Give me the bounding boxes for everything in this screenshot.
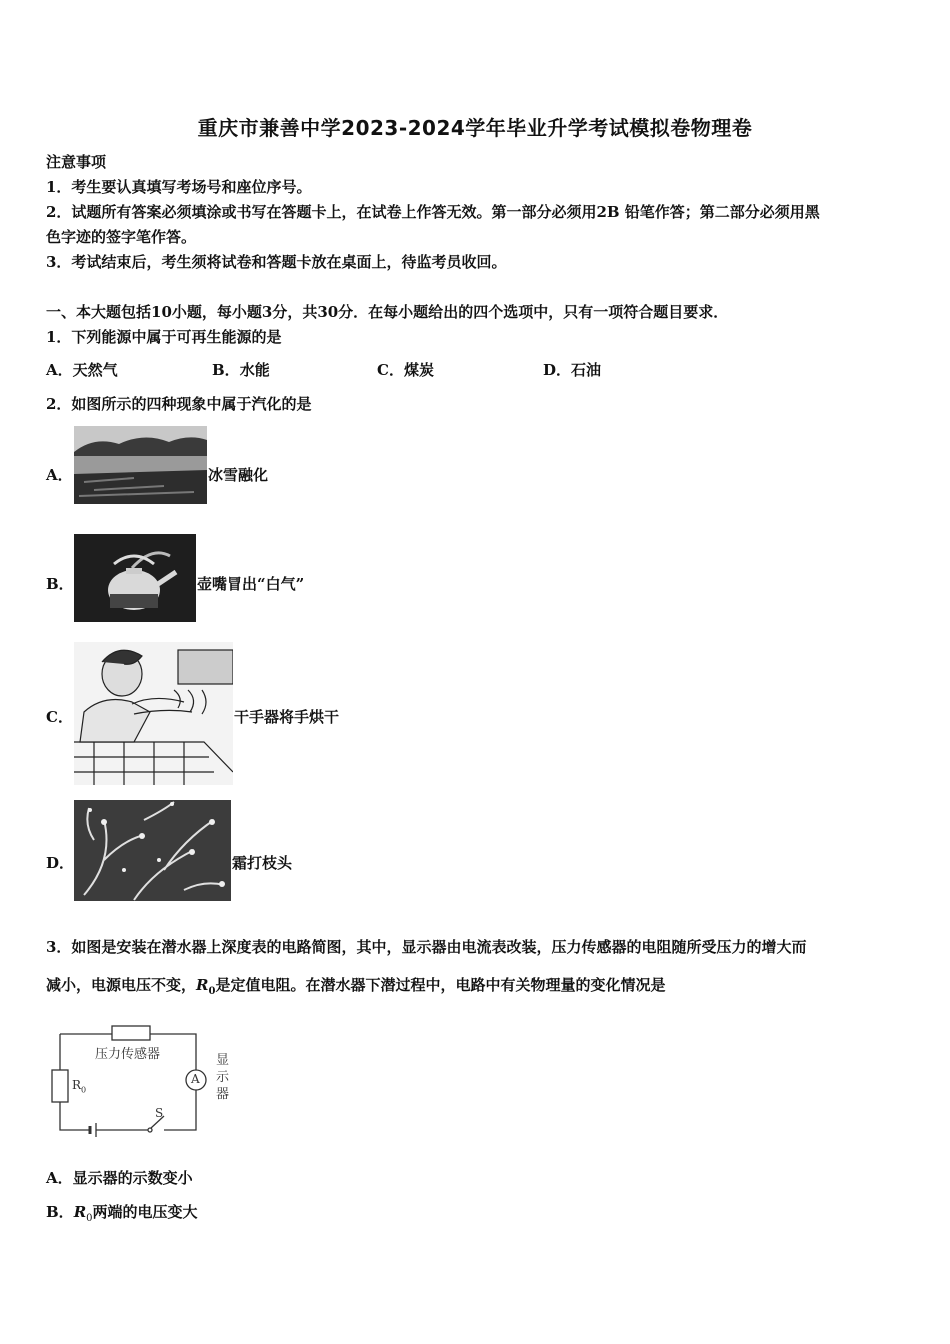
q2-stem: 2．如图所示的四种现象中属于汽化的是 — [46, 395, 312, 413]
ice-melting-photo — [74, 426, 207, 504]
option-label: A． — [46, 361, 73, 379]
option-text: 煤炭 — [403, 361, 434, 379]
q3-stem-part-b: 是定值电阻。在潜水器下潜过程中，电路中有关物理量的变化情况是 — [215, 976, 666, 994]
hand-dryer-drawing — [74, 642, 233, 785]
option-text: 显示器的示数变小 — [72, 1169, 193, 1187]
ammeter-label: A — [191, 1072, 200, 1086]
frost-branches-photo — [74, 800, 231, 901]
option-label: A． — [46, 1169, 73, 1187]
option-label: D． — [543, 361, 572, 379]
r0-label — [72, 1078, 86, 1094]
sensor-label: 压力传感器 — [95, 1047, 161, 1062]
q2-option-a-label[interactable]: A． — [46, 466, 73, 484]
q1-option-c[interactable] — [377, 360, 434, 380]
q3-option-a[interactable] — [46, 1168, 193, 1188]
r0-resistor-box — [52, 1070, 68, 1102]
q3-stem-part-a: 减小，电源电压不变， — [46, 976, 197, 994]
option-label: B． — [212, 361, 240, 379]
q2-option-d-text: 霜打枝头 — [232, 854, 293, 872]
r0-subscript: 0 — [86, 1213, 93, 1224]
q3-stem-line1: 3．如图是安装在潜水器上深度表的电路简图，其中，显示器由电流表改装，压力传感器的电阻随所受压力的增大而 — [46, 938, 807, 956]
q1-stem: 1．下列能源中属于可再生能源的是 — [46, 328, 282, 346]
circuit-diagram — [44, 1022, 244, 1142]
r0-subscript: 0 — [208, 986, 216, 997]
section-heading: 一、本大题包括10小题，每小题3分，共30分．在每小题给出的四个选项中，只有一项符合题目要求． — [46, 303, 729, 321]
display-char: 器 — [216, 1087, 230, 1102]
option-text: 石油 — [571, 361, 602, 379]
option-label: C． — [377, 361, 404, 379]
option-text: 两端的电压变大 — [92, 1203, 198, 1221]
q2-option-a-text: 冰雪融化 — [208, 466, 269, 484]
notice-heading: 注意事项 — [46, 153, 107, 171]
page-title: 重庆市兼善中学2023-2024学年毕业升学考试模拟卷物理卷 — [197, 116, 753, 140]
r0-symbol: R — [196, 976, 209, 994]
r0-symbol: R — [73, 1203, 87, 1221]
r0-label-letter: R — [72, 1078, 82, 1092]
option-label: B． — [46, 1203, 74, 1221]
option-text: 天然气 — [72, 361, 118, 379]
q2-option-b-text: 壶嘴冒出“白气” — [197, 575, 305, 593]
wire-bottom-left — [60, 1102, 90, 1130]
q1-option-a[interactable] — [46, 360, 118, 380]
q2-option-c-label[interactable]: C． — [46, 708, 73, 726]
wire-right-bottom — [164, 1090, 196, 1130]
q3-stem-line2 — [46, 975, 665, 1002]
q2-option-d-label[interactable]: D． — [46, 854, 75, 872]
notice-item-3: 3．考试结束后，考生须将试卷和答题卡放在桌面上，待监考员收回。 — [46, 253, 507, 271]
display-label — [216, 1052, 229, 1103]
option-text: 水能 — [239, 361, 270, 379]
q2-option-c-text: 干手器将手烘干 — [234, 708, 340, 726]
notice-item-2: 2．试题所有答案必须填涂或书写在答题卡上，在试卷上作答无效。第一部分必须用2B 铅笔作答；第二部分必须用黑 — [46, 203, 820, 221]
display-char: 显 — [216, 1053, 230, 1068]
notice-item-2-cont: 色字迹的签字笔作答。 — [46, 228, 197, 246]
switch-contact — [148, 1128, 152, 1132]
r0-label-sub: 0 — [81, 1085, 87, 1095]
q3-option-b[interactable] — [46, 1202, 198, 1229]
kettle-photo — [74, 534, 196, 622]
notice-item-1: 1．考生要认真填写考场号和座位序号。 — [46, 178, 312, 196]
sensor-resistor-box — [112, 1026, 150, 1040]
switch-label: S — [155, 1106, 164, 1120]
display-char: 示 — [216, 1070, 230, 1085]
q1-option-b[interactable] — [212, 360, 270, 380]
q2-option-b-label[interactable]: B． — [46, 575, 74, 593]
q1-option-d[interactable] — [543, 360, 601, 380]
